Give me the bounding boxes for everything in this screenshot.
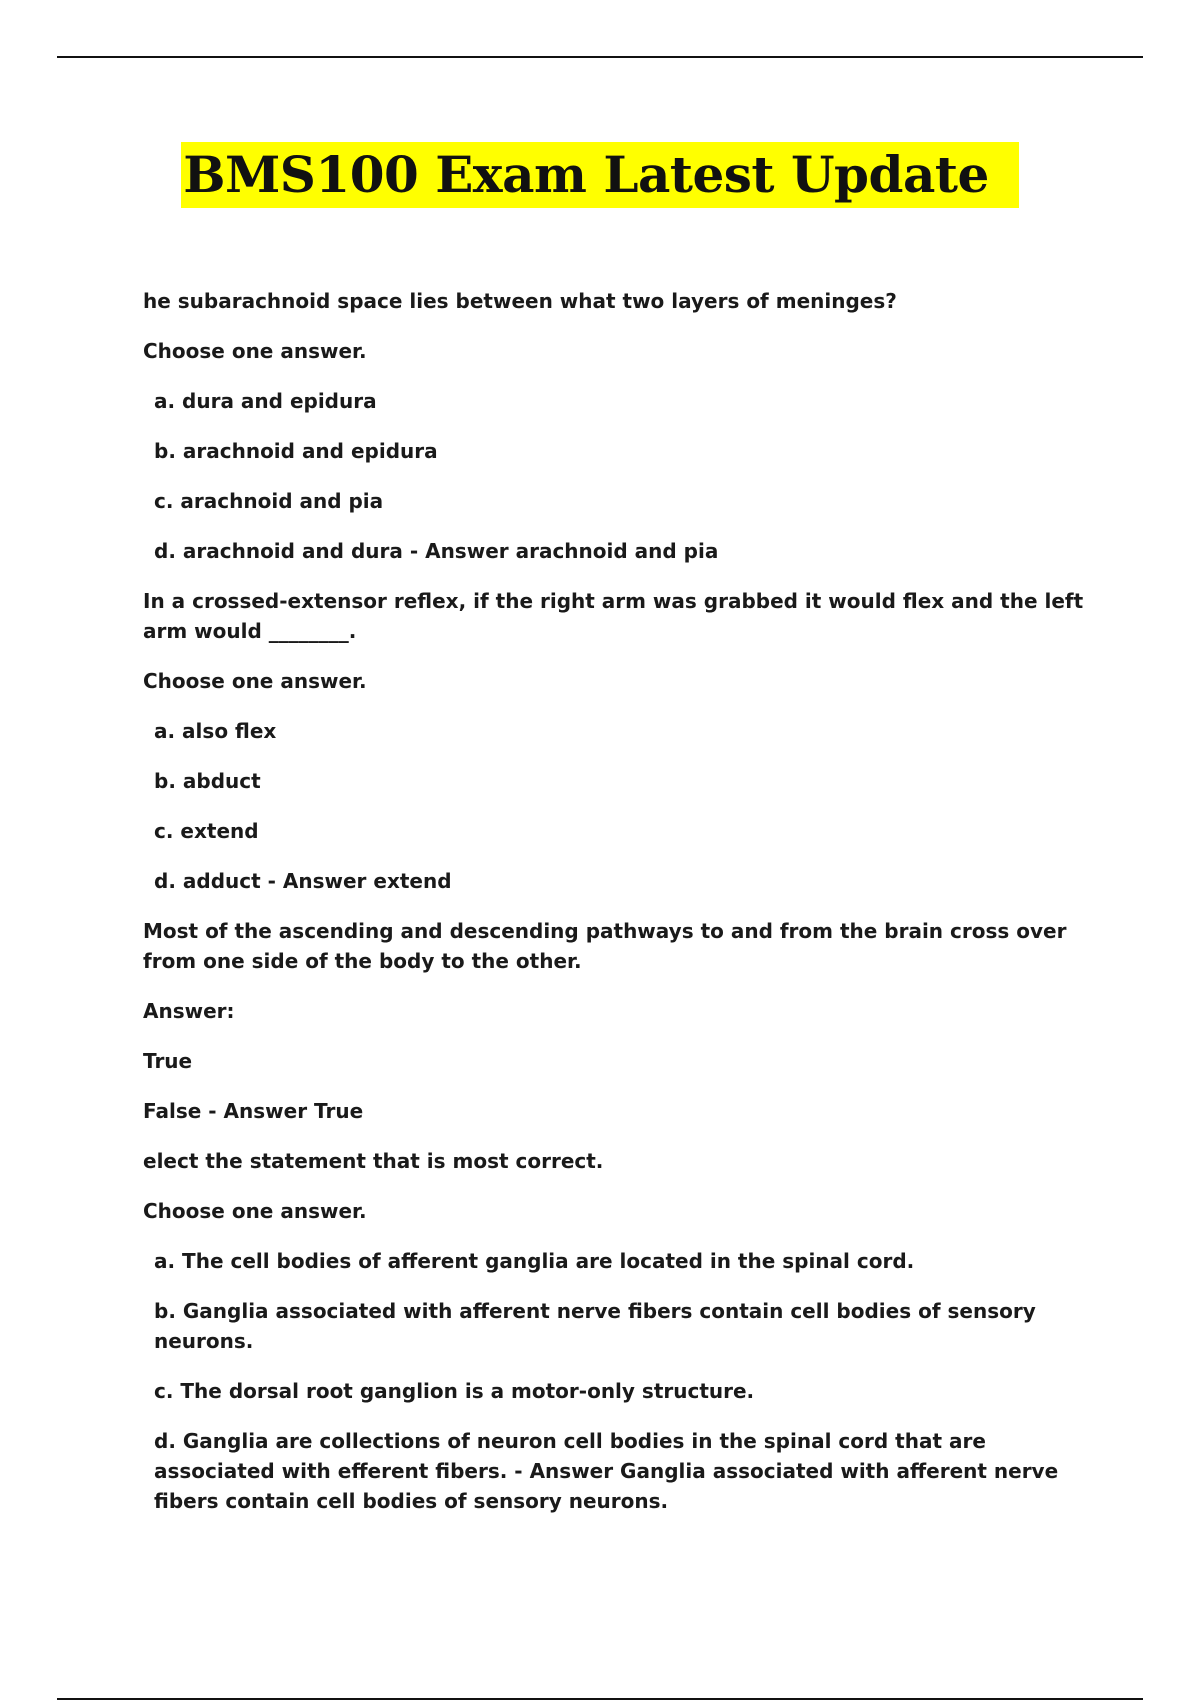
question-text: In a crossed-extensor reflex, if the right arm was grabbed it would flex and the left arm would ________. xyxy=(143,589,1084,643)
question-text: elect the statement that is most correct. xyxy=(143,1149,604,1173)
answer-option: d. adduct - Answer extend xyxy=(154,869,452,893)
answer-option: c. arachnoid and pia xyxy=(154,489,384,513)
top-rule xyxy=(57,56,1143,58)
answer-option: b. arachnoid and epidura xyxy=(154,439,438,463)
title-banner xyxy=(0,142,1200,208)
answer-option: False - Answer True xyxy=(143,1099,364,1123)
answer-option: d. arachnoid and dura - Answer arachnoid and pia xyxy=(154,539,719,563)
answer-option: c. The dorsal root ganglion is a motor-only structure. xyxy=(154,1379,755,1403)
answer-option: True xyxy=(143,1049,193,1073)
answer-option: a. also flex xyxy=(154,719,277,743)
question-text: Most of the ascending and descending pathways to and from the brain cross over from one side of the body to the other. xyxy=(143,919,1067,973)
answer-option: b. abduct xyxy=(154,769,261,793)
answer-option: b. Ganglia associated with afferent nerve fibers contain cell bodies of sensory neurons. xyxy=(154,1299,1036,1353)
answer-option: a. dura and epidura xyxy=(154,389,377,413)
document-title: BMS100 Exam Latest Update xyxy=(181,142,1019,208)
question-text: he subarachnoid space lies between what two layers of meninges? xyxy=(143,289,897,313)
instruction-text: Choose one answer. xyxy=(143,669,367,693)
answer-option: a. The cell bodies of afferent ganglia are located in the spinal cord. xyxy=(154,1249,915,1273)
exam-content xyxy=(143,286,1093,1536)
answer-option: d. Ganglia are collections of neuron cell bodies in the spinal cord that are associated with efferent fibers. - Answer Ganglia associated with afferent nerve fibers contain cell bodies of sensory neurons. xyxy=(154,1429,1059,1513)
instruction-text: Choose one answer. xyxy=(143,1199,367,1223)
instruction-text: Answer: xyxy=(143,999,235,1023)
answer-option: c. extend xyxy=(154,819,259,843)
instruction-text: Choose one answer. xyxy=(143,339,367,363)
